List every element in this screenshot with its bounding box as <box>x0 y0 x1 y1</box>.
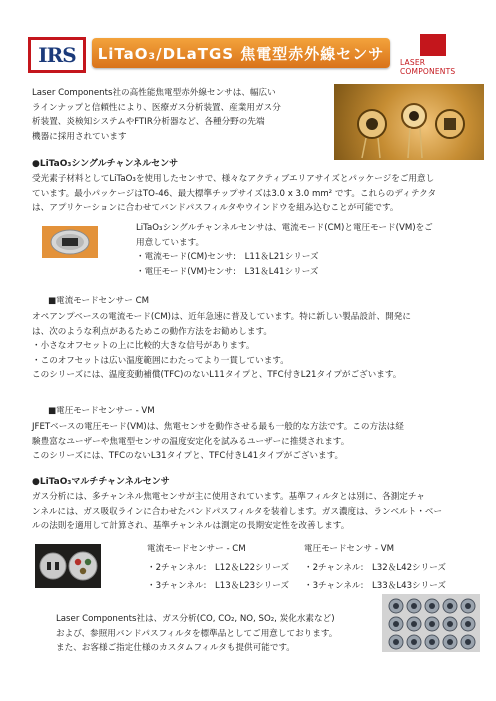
single-channel-side-text <box>136 221 476 279</box>
paragraph-line: ガス分析には、多チャンネル焦電センサが主に使用されています。基準フィルタとは別に、各測定チャ <box>32 492 425 502</box>
bandpass-filters-photo <box>382 594 480 652</box>
footer-line: また、お客様ご指定仕様のカスタムフィルタも提供可能です。 <box>56 643 295 654</box>
multi-cm-row: ・3チャンネル: L13＆L23シリーズ <box>147 581 289 592</box>
multi-cm-column <box>147 542 297 594</box>
multi-vm-column <box>304 542 474 594</box>
multi-vm-title: 電圧モードセンサ - VM <box>304 544 395 554</box>
paragraph-line: は、アプリケーションに合わせてバンドパスフィルタやウインドウを組み込むことが可能です。 <box>32 203 399 214</box>
paragraph-line: ルの法則を適用して計算され、基準チャンネルは測定の長期安定性を改善します。 <box>32 521 350 532</box>
paragraph-line: は、次のような利点があるためこの動作方法をお勧めします。 <box>32 326 272 337</box>
lc-logo-mark <box>420 34 446 56</box>
multi-cm-row: ・2チャンネル: L12＆L22シリーズ <box>147 562 289 573</box>
vm-paragraph <box>32 420 476 464</box>
multi-cm-title: 電流モードセンサー - CM <box>147 544 246 554</box>
intro-line: Laser Components社の高性能焦電型赤外線センサは、幅広い <box>32 88 276 98</box>
side-line: LiTaO₃シングルチャンネルセンサは、電流モード(CM)と電圧モード(VM)をご <box>136 223 433 233</box>
paragraph-line: このシリーズには、温度変動補償(TFC)のないL11タイプと、TFC付きL21タイプがございます。 <box>32 370 402 381</box>
paragraph-line: 受光素子材料としてLiTaO₃を使用したセンサで、様々なアクティブエリアサイズとパッケージをご用意し <box>32 174 435 184</box>
multi-vm-row: ・2チャンネル: L32＆L42シリーズ <box>304 562 446 573</box>
irs-logo: IRS <box>28 37 86 73</box>
multi-channel-sensor-photo <box>35 544 101 588</box>
intro-line: 機器に採用されています <box>32 131 127 142</box>
paragraph-line: ・小さなオフセットの上に比較的大きな信号があります。 <box>32 341 255 352</box>
cm-paragraph <box>32 310 476 383</box>
side-line: 用意しています。 <box>136 237 205 248</box>
filters-footer-text <box>56 612 381 656</box>
laser-components-logo <box>400 34 466 78</box>
series-vm-line: ・電圧モード(VM)センサ: L31＆L41シリーズ <box>136 266 319 277</box>
single-channel-paragraph <box>32 172 472 216</box>
paragraph-line: ンネルには、ガス吸収ラインに合わせたバンドパスフィルタを装着します。ガス濃度は、ランベルト・ベー <box>32 506 443 517</box>
footer-line: および、参照用バンドパスフィルタを標準品としてご用意しております。 <box>56 628 338 639</box>
paragraph-line: ・このオフセットは広い温度範囲にわたってより一貫しています。 <box>32 355 289 366</box>
intro-line: 析装置、炎検知システムやFTIR分析器など、各種分野の先端 <box>32 117 265 128</box>
page-title: LiTaO₃/DLaTGS 焦電型赤外線センサ <box>92 38 390 68</box>
multi-channel-heading: ●LiTaO₃マルチチャンネルセンサ <box>32 477 170 487</box>
paragraph-line: ています。最小パッケージはTO-46、最大標準チップサイズは3.0 x 3.0 mm² です。これらのディテクタ <box>32 188 437 199</box>
paragraph-line: JFETベースの電圧モード(VM)は、焦電センサを動作させる最も一般的な方法です。この方法は経 <box>32 422 404 432</box>
paragraph-line: オペアンプベースの電流モード(CM)は、近年急速に普及しています。特に新しい製品設計、開発に <box>32 312 411 322</box>
intro-line: ラインナップと信頼性により、医療ガス分析装置、産業用ガス分 <box>32 102 281 113</box>
paragraph-line: このシリーズには、TFCのないL31タイプと、TFC付きL41タイプがございます。 <box>32 451 344 462</box>
series-cm-line: ・電流モード(CM)センサ: L11＆L21シリーズ <box>136 252 319 263</box>
multi-vm-row: ・3チャンネル: L33＆L43シリーズ <box>304 581 446 592</box>
single-channel-heading: ●LiTaO₃シングルチャンネルセンサ <box>32 159 179 169</box>
multi-channel-paragraph <box>32 490 476 534</box>
vm-heading: ■電圧モードセンサー - VM <box>48 406 155 416</box>
paragraph-line: 験豊富なユーザーや焦電型センサの温度安定化を試みるユーザーに推奨されます。 <box>32 436 350 447</box>
footer-line: Laser Components社は、ガス分析(CO, CO₂, NO, SO₂, 炭化水素など) <box>56 614 335 624</box>
intro-text <box>32 86 332 144</box>
single-channel-sensor-photo <box>42 226 98 258</box>
cm-heading: ■電流モードセンサー CM <box>48 296 150 306</box>
product-photo-sensors <box>334 84 484 160</box>
lc-logo-text: LASER COMPONENTS <box>400 58 456 76</box>
